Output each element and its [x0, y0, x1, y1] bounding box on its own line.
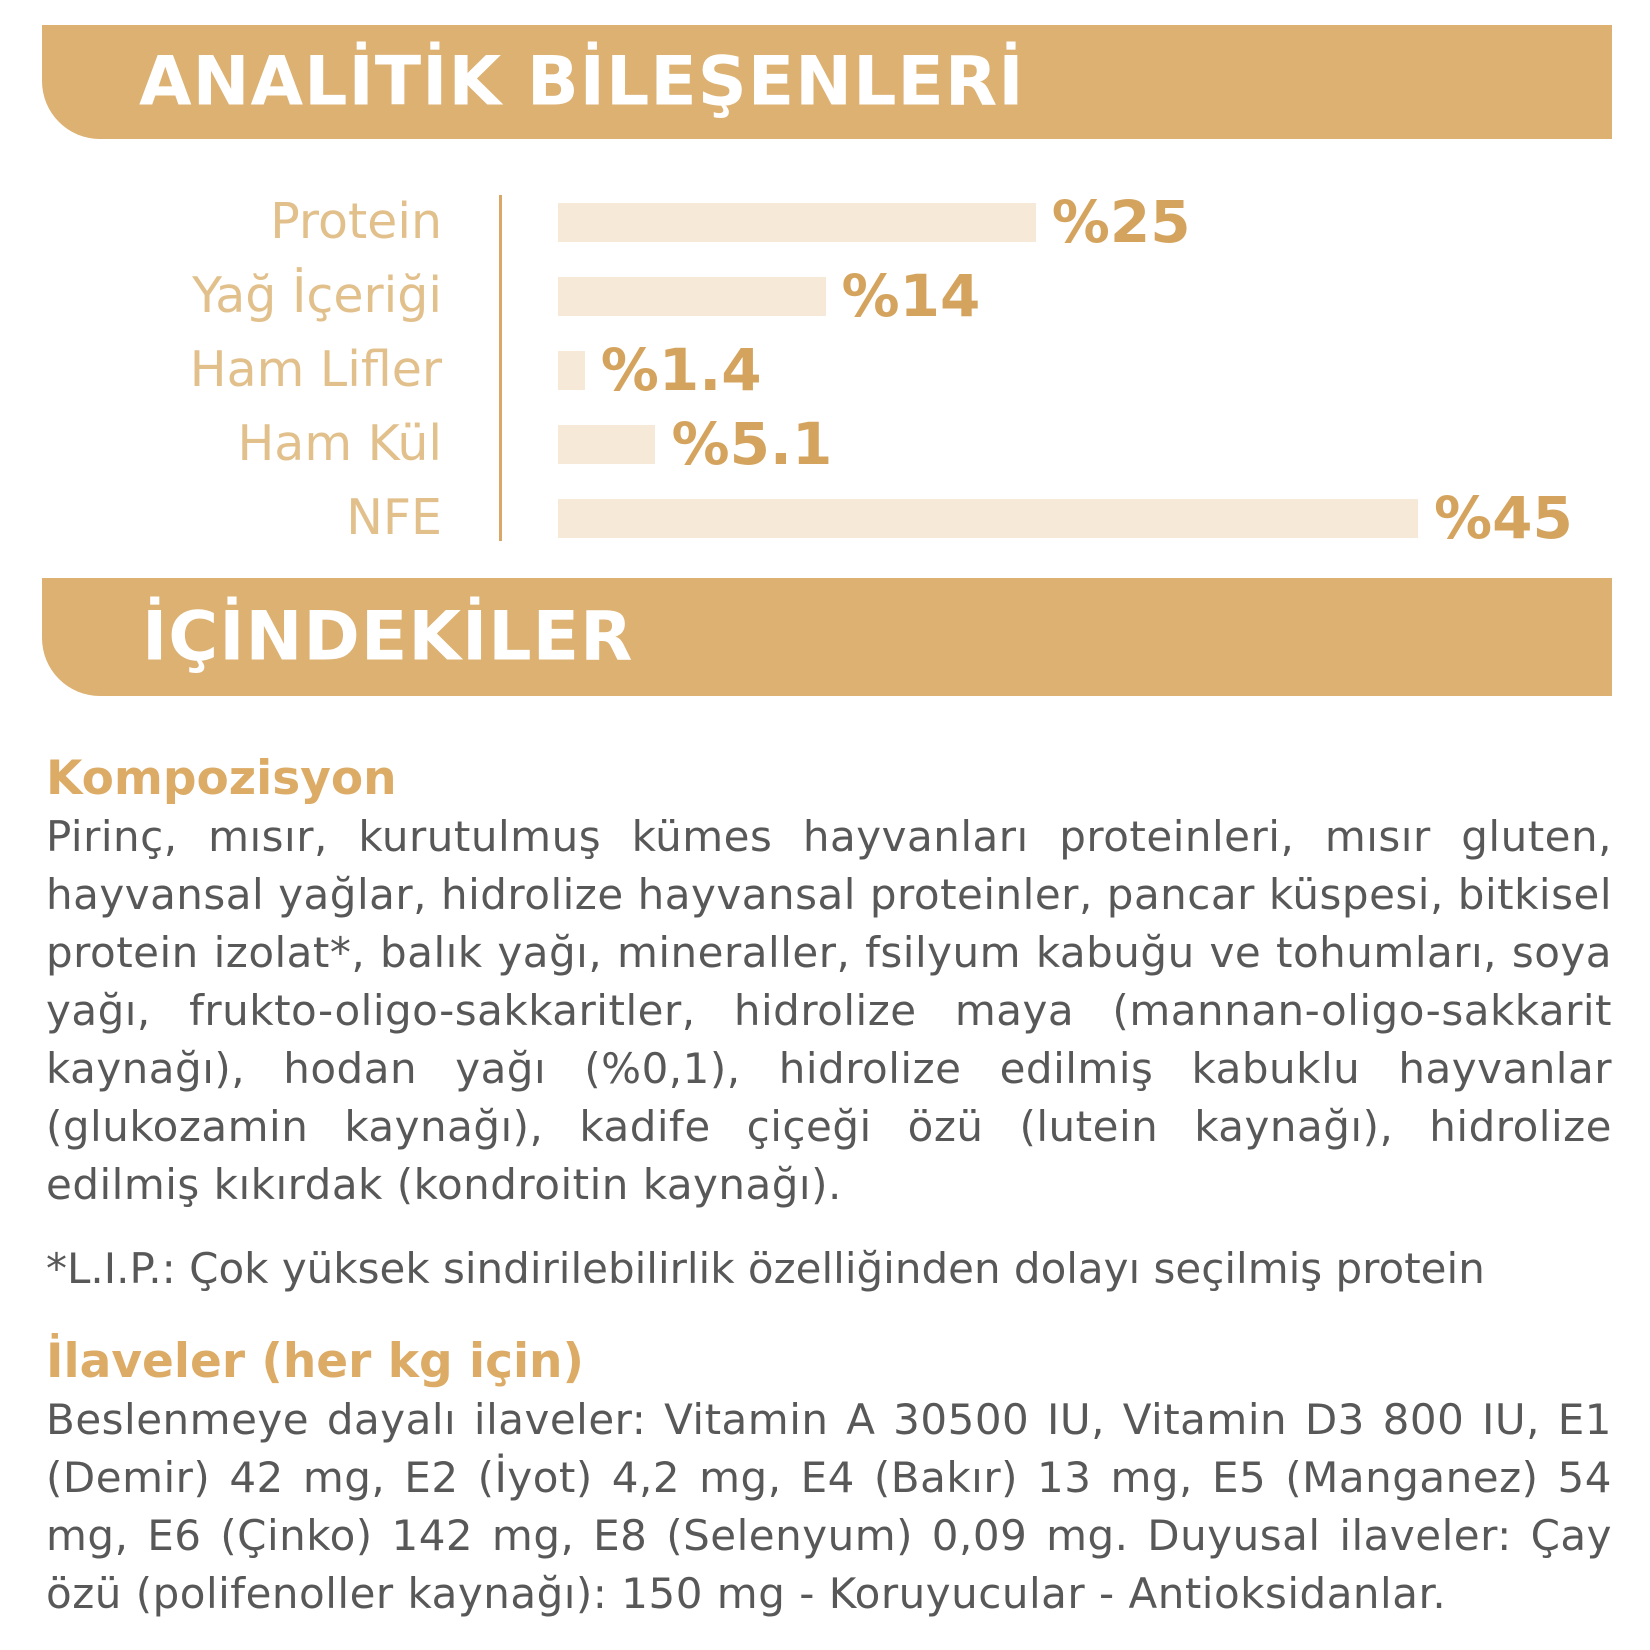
bar-ham-kul	[558, 425, 655, 464]
bar-value-protein: %25	[1051, 188, 1191, 256]
chart-axis-line	[499, 195, 502, 541]
composition-heading: Kompozisyon	[46, 751, 397, 806]
bar-value-ham-kul: %5.1	[671, 410, 833, 478]
bar-label-nfe: NFE	[346, 489, 442, 546]
analytics-header-banner	[42, 25, 1612, 139]
bar-label-ham-kul: Ham Kül	[237, 415, 442, 472]
bar-label-ham-lifler: Ham Lifler	[189, 341, 442, 398]
bar-label-yag-icerigi: Yağ İçeriği	[192, 267, 442, 324]
footnote-section	[46, 1240, 1612, 1298]
analytics-bar-chart	[0, 185, 1650, 550]
additives-section	[46, 1333, 1612, 1623]
additives-heading: İlaveler (her kg için)	[46, 1334, 584, 1389]
composition-section	[46, 750, 1612, 1214]
lip-footnote: *L.I.P.: Çok yüksek sindirilebilirlik özelliğinden dolayı seçilmiş protein	[46, 1244, 1485, 1293]
bar-ham-lifler	[558, 351, 585, 390]
bar-protein	[558, 203, 1036, 242]
bar-yag-icerigi	[558, 277, 826, 316]
ingredients-title: İÇİNDEKİLER	[142, 597, 634, 677]
additives-text: Beslenmeye dayalı ilaveler: Vitamin A 30500 IU, Vitamin D3 800 IU, E1 (Demir) 42 mg, E2 (İyot) 4,2 mg, E4 (Bakır) 13 mg, E5 (Manganez) 54 mg, E6 (Çinko) 142 mg, E8 (Selenyum) 0,09 mg. Duyusal ilaveler: Çay özü (polifenoller kaynağı): 150 mg - Koruyucular - Antioksidanlar.	[46, 1395, 1612, 1618]
bar-value-yag-icerigi: %14	[841, 262, 981, 330]
composition-text: Pirinç, mısır, kurutulmuş kümes hayvanları proteinleri, mısır gluten, hayvansal yağlar, hidrolize hayvansal proteinler, pancar küspesi, bitkisel protein izolat*, balık yağı, mineraller, fsilyum kabuğu ve tohumları, soya yağı, frukto-oligo-sakkaritler, hidrolize maya (mannan-oligo-sakkarit kaynağı), hodan yağı (%0,1), hidrolize edilmiş kabuklu hayvanlar (glukozamin kaynağı), kadife çiçeği özü (lutein kaynağı), hidrolize edilmiş kıkırdak (kondroitin kaynağı).	[46, 812, 1612, 1209]
bar-value-nfe: %45	[1434, 484, 1573, 552]
bar-label-protein: Protein	[270, 193, 442, 250]
analytics-title: ANALİTİK BİLEŞENLERİ	[139, 42, 1025, 122]
ingredients-header-banner	[42, 578, 1612, 696]
bar-value-ham-lifler: %1.4	[600, 336, 762, 404]
bar-nfe	[558, 499, 1418, 538]
